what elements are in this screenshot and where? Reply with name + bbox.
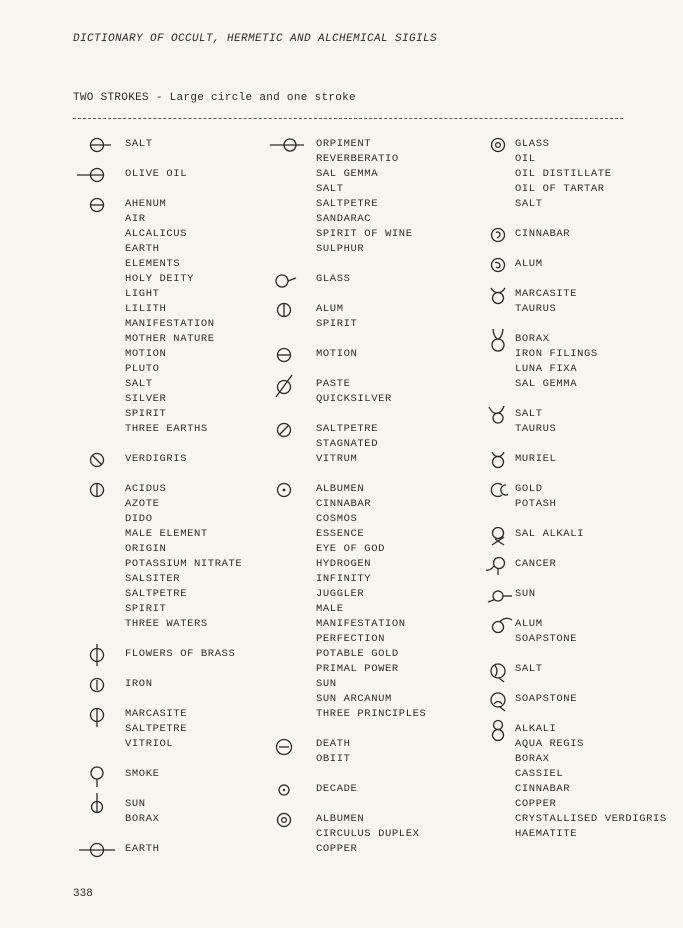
circle-right-stem-icon [486, 617, 512, 635]
sigil-entry [272, 137, 413, 257]
page-header: DICTIONARY OF OCCULT, HERMETIC AND ALCHEMICAL SIGILS [73, 33, 438, 45]
sigil-entry [272, 737, 351, 767]
meaning-text: MARCASITE [515, 288, 578, 300]
meaning-text: MOTION [125, 348, 167, 360]
meaning-text: OIL OF TARTAR [515, 183, 605, 195]
circle-slash-extended-icon [272, 377, 298, 395]
meaning-text: ORIGIN [125, 543, 167, 555]
sigil-meanings [125, 137, 153, 152]
meaning-text: IRON FILINGS [515, 348, 598, 360]
circle-open-right-icon [486, 482, 512, 500]
circle-short-bar-icon [272, 737, 298, 755]
sigil-entry [85, 647, 235, 662]
sigil-meanings [125, 647, 235, 662]
section-subtitle: TWO STROKES - Large circle and one stroke [73, 92, 356, 104]
meaning-text: COPPER [316, 843, 358, 855]
sigil-meanings [515, 722, 667, 842]
sigil-entry [486, 722, 667, 842]
circle-hook-icon [486, 227, 512, 245]
meaning-text: AIR [125, 213, 146, 225]
meaning-text: TAURUS [515, 303, 557, 315]
circle-left-stem-icon [486, 587, 512, 605]
meaning-text: VITRIOL [125, 738, 174, 750]
meaning-text: TAURUS [515, 423, 557, 435]
circle-right-tail-icon [272, 272, 298, 290]
circle-vertical-bar-short-icon [85, 677, 111, 695]
meaning-text: DEATH [316, 738, 351, 750]
meaning-text: SPIRIT [316, 318, 358, 330]
sigil-entry [486, 482, 556, 512]
sigil-entry [486, 557, 556, 572]
meaning-text: BORAX [515, 753, 550, 765]
meaning-text: PLUTO [125, 363, 160, 375]
sigil-entry [486, 527, 584, 542]
sigil-meanings [515, 557, 556, 572]
meaning-text: OLIVE OIL [125, 168, 188, 180]
meaning-text: EYE OF GOD [316, 543, 386, 555]
meaning-text: SALT [515, 663, 543, 675]
meaning-text: SUN [316, 678, 337, 690]
meaning-text: SALTPETRE [316, 198, 379, 210]
circle-vertical-bar-icon [85, 482, 111, 500]
meaning-text: CINNABAR [515, 783, 571, 795]
meaning-text: THREE EARTHS [125, 423, 208, 435]
sigil-meanings [316, 422, 378, 467]
sigil-entry [85, 707, 187, 752]
meaning-text: QUICKSILVER [316, 393, 392, 405]
circle-horizontal-bar-icon [272, 347, 298, 365]
sigil-meanings [316, 782, 357, 797]
sigil-meanings [515, 227, 570, 242]
meaning-text: ALUM [515, 258, 543, 270]
meaning-text: MANIFESTATION [125, 318, 215, 330]
sigil-meanings [125, 842, 160, 857]
circle-diagonal-bar-icon [85, 452, 111, 470]
sigil-meanings [515, 287, 577, 317]
circle-bottom-stem-icon [85, 767, 111, 785]
meaning-text: SALTPETRE [125, 588, 188, 600]
circle-vertical-bar-icon [272, 302, 298, 320]
meaning-text: LILITH [125, 303, 167, 315]
meaning-text: ALBUMEN [316, 483, 365, 495]
sigil-entry [272, 272, 351, 287]
meaning-text: ELEMENTS [125, 258, 181, 270]
circle-inner-arc-icon [486, 662, 512, 680]
meaning-text: PRIMAL POWER [316, 663, 399, 675]
sigil-meanings [316, 377, 392, 407]
meaning-text: MURIEL [515, 453, 557, 465]
meaning-text: POTABLE GOLD [316, 648, 399, 660]
meaning-text: SUN ARCANUM [316, 693, 392, 705]
sigil-entry [85, 197, 215, 437]
meaning-text: OIL DISTILLATE [515, 168, 612, 180]
sigil-entry [85, 677, 153, 692]
meaning-text: AHENUM [125, 198, 167, 210]
sigil-entry [486, 332, 598, 392]
sigil-meanings [515, 137, 612, 212]
circle-horizontal-line-through-icon [85, 842, 111, 860]
page-number: 338 [73, 888, 93, 900]
meaning-text: JUGGLER [316, 588, 365, 600]
meaning-text: SAL GEMMA [515, 378, 578, 390]
meaning-text: SAL ALKALI [515, 528, 585, 540]
sigil-entry [85, 767, 160, 782]
meaning-text: SILVER [125, 393, 167, 405]
sigil-entry [486, 407, 556, 437]
circle-small-circle-icon [486, 137, 512, 155]
sigil-meanings [125, 797, 160, 827]
meaning-text: SANDARAC [316, 213, 372, 225]
figure-eight-icon [486, 722, 512, 740]
meaning-text: SALT [515, 408, 543, 420]
meaning-text: ALUM [316, 303, 344, 315]
circle-stem-through-icon [85, 797, 111, 815]
circle-hook-tail-icon [486, 557, 512, 575]
meaning-text: BORAX [515, 333, 550, 345]
sigil-meanings [515, 332, 598, 392]
sigil-meanings [515, 257, 543, 272]
meaning-text: ORPIMENT [316, 138, 372, 150]
meaning-text: SALSITER [125, 573, 181, 585]
meaning-text: IRON [125, 678, 153, 690]
meaning-text: COPPER [515, 798, 557, 810]
circle-horns-left-icon [486, 407, 512, 425]
sigil-meanings [316, 137, 413, 257]
sigil-meanings [316, 812, 420, 857]
meaning-text: BORAX [125, 813, 160, 825]
meaning-text: EARTH [125, 243, 160, 255]
meaning-text: EARTH [125, 843, 160, 855]
section-rule [73, 118, 623, 119]
sigil-meanings [515, 407, 556, 437]
meaning-text: GLASS [316, 273, 351, 285]
sigil-meanings [316, 347, 357, 362]
sigil-entry [486, 587, 536, 602]
circle-dot-small-icon [272, 782, 298, 800]
meaning-text: CIRCULUS DUPLEX [316, 828, 420, 840]
sigil-meanings [515, 662, 543, 677]
sigil-meanings [316, 302, 357, 332]
meaning-text: OIL [515, 153, 536, 165]
meaning-text: GLASS [515, 138, 550, 150]
meaning-text: VERDIGRIS [125, 453, 188, 465]
meaning-text: CRYSTALLISED VERDIGRIS [515, 813, 667, 825]
meaning-text: ESSENCE [316, 528, 365, 540]
meaning-text: MALE ELEMENT [125, 528, 208, 540]
sigil-meanings [316, 482, 426, 722]
meaning-text: MARCASITE [125, 708, 188, 720]
sigil-meanings [125, 452, 187, 467]
sigil-meanings [316, 737, 351, 767]
sigil-entry [486, 617, 577, 647]
meaning-text: SMOKE [125, 768, 160, 780]
meaning-text: PASTE [316, 378, 351, 390]
meaning-text: SALT [125, 378, 153, 390]
sigil-entry [272, 782, 357, 797]
meaning-text: ALUM [515, 618, 543, 630]
meaning-text: THREE WATERS [125, 618, 208, 630]
meaning-text: CINNABAR [316, 498, 372, 510]
sigil-entry [486, 662, 543, 677]
meaning-text: LIGHT [125, 288, 160, 300]
meaning-text: ALKALI [515, 723, 557, 735]
sigil-meanings [316, 272, 351, 287]
sigil-entry [85, 797, 160, 827]
circle-horns-small-icon [486, 452, 512, 470]
meaning-text: SUN [125, 798, 146, 810]
sigil-entry [272, 377, 392, 407]
sigil-entry [85, 842, 160, 857]
meaning-text: SALT [125, 138, 153, 150]
sigil-meanings [125, 767, 160, 782]
meaning-text: SPIRIT [125, 408, 167, 420]
meaning-text: MALE [316, 603, 344, 615]
meaning-text: SPIRIT [125, 603, 167, 615]
sigil-meanings [125, 197, 215, 437]
sigil-entry [85, 167, 187, 182]
meaning-text: GOLD [515, 483, 543, 495]
meaning-text: DIDO [125, 513, 153, 525]
sigil-entry [486, 692, 577, 707]
circle-vertical-bar-bottom-tail-icon [85, 707, 111, 725]
circle-horizontal-bar-icon [85, 197, 111, 215]
meaning-text: HOLY DEITY [125, 273, 195, 285]
meaning-text: MOTION [316, 348, 358, 360]
sigil-meanings [125, 482, 242, 632]
circle-inner-bottom-arc-icon [486, 692, 512, 710]
sigil-meanings [515, 587, 536, 602]
meaning-text: SALT [515, 198, 543, 210]
meaning-text: THREE PRINCIPLES [316, 708, 427, 720]
circle-vertical-line-through-icon [85, 647, 111, 665]
meaning-text: ALCALICUS [125, 228, 188, 240]
sigil-entry [272, 422, 378, 467]
sigil-entry [85, 137, 153, 152]
sigil-meanings [515, 692, 577, 707]
meaning-text: MOTHER NATURE [125, 333, 215, 345]
meaning-text: HYDROGEN [316, 558, 372, 570]
meaning-text: SOAPSTONE [515, 633, 578, 645]
sigil-entry [85, 482, 242, 632]
sigil-entry [272, 347, 357, 362]
meaning-text: AQUA REGIS [515, 738, 585, 750]
meaning-text: FLOWERS OF BRASS [125, 648, 236, 660]
sigil-entry [272, 812, 420, 857]
sigil-meanings [515, 527, 584, 542]
meaning-text: REVERBERATIO [316, 153, 399, 165]
meaning-text: SPIRIT OF WINE [316, 228, 413, 240]
meaning-text: HAEMATITE [515, 828, 578, 840]
meaning-text: DECADE [316, 783, 358, 795]
meaning-text: CANCER [515, 558, 557, 570]
meaning-text: VITRUM [316, 453, 358, 465]
circle-small-circle-icon [272, 812, 298, 830]
meaning-text: LUNA FIXA [515, 363, 578, 375]
circle-cross-tail-icon [486, 527, 512, 545]
small-circle-horizontal-line-through-icon [272, 137, 298, 155]
meaning-text: CINNABAR [515, 228, 571, 240]
meaning-text: MANIFESTATION [316, 618, 406, 630]
sigil-entry [272, 482, 426, 722]
sigil-meanings [125, 167, 187, 182]
sigil-entry [272, 302, 357, 332]
sigil-entry [486, 257, 543, 272]
meaning-text: SULPHUR [316, 243, 365, 255]
circle-horns-tall-icon [486, 332, 512, 350]
meaning-text: SOAPSTONE [515, 693, 578, 705]
meaning-text: SAL GEMMA [316, 168, 379, 180]
meaning-text: ACIDUS [125, 483, 167, 495]
meaning-text: SUN [515, 588, 536, 600]
meaning-text: SALTPETRE [316, 423, 379, 435]
meaning-text: OBIIT [316, 753, 351, 765]
circle-horns-icon [486, 287, 512, 305]
meaning-text: CASSIEL [515, 768, 564, 780]
meaning-text: POTASSIUM NITRATE [125, 558, 243, 570]
sigil-meanings [515, 452, 556, 467]
meaning-text: AZOTE [125, 498, 160, 510]
sigil-entry [486, 227, 570, 242]
circle-dot-icon [272, 482, 298, 500]
meaning-text: POTASH [515, 498, 557, 510]
sigil-entry [486, 137, 612, 212]
sigil-meanings [125, 707, 187, 752]
sigil-entry [486, 287, 577, 317]
meaning-text: PERFECTION [316, 633, 386, 645]
sigil-meanings [515, 617, 577, 647]
meaning-text: ALBUMEN [316, 813, 365, 825]
circle-inner-curl-icon [486, 257, 512, 275]
sigil-entry [486, 452, 556, 467]
circle-slash-icon [272, 422, 298, 440]
meaning-text: INFINITY [316, 573, 372, 585]
meaning-text: STAGNATED [316, 438, 379, 450]
meaning-text: COSMOS [316, 513, 358, 525]
circle-horizontal-bar-right-tail-icon [85, 137, 111, 155]
sigil-entry [85, 452, 187, 467]
sigil-meanings [515, 482, 556, 512]
circle-horizontal-bar-left-tail-icon [85, 167, 111, 185]
meaning-text: SALTPETRE [125, 723, 188, 735]
sigil-meanings [125, 677, 153, 692]
meaning-text: SALT [316, 183, 344, 195]
